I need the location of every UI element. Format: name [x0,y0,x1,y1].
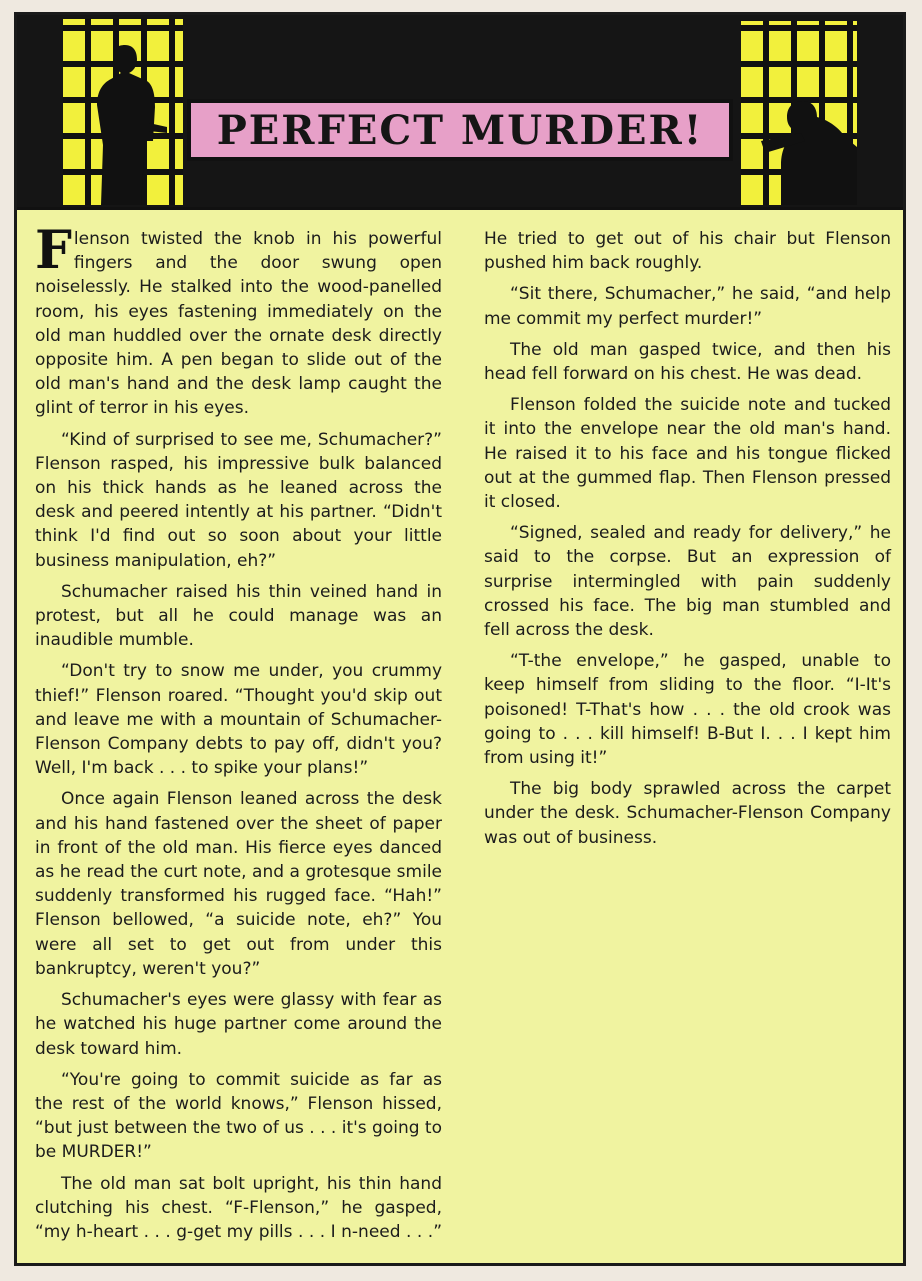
left-window-illustration [63,19,183,205]
story-paragraph: Schumacher raised his thin veined hand in protest, but all he could manage was an inaudible mumble. [35,581,442,651]
story-paragraph-text: lenson twisted the knob in his powerful fingers and the door swung open noiselessly. He stalked into the wood-panelled room, his eyes fastening immediately on the old man huddled over the ornate desk directly opposite him. A pen began to slide out of the old man's hand and the desk lamp caught the glint of terror in his eyes. [35,229,442,419]
story-paragraph: The big body sprawled across the carpet under the desk. Schumacher-Flenson Company was out of business. [484,779,891,848]
man-silhouette-icon [63,19,183,205]
comic-page [14,12,906,1266]
story-paragraph: Flenson folded the suicide note and tucked it into the envelope near the old man's hand. He raised it to his face and his tongue flicked out at the gummed flap. Then Flenson pressed it closed. [484,395,891,513]
story-paragraph: “Kind of surprised to see me, Schumacher?” Flenson rasped, his impressive bulk balanced on his thick hands as he leaned across the desk and peered intently at his partner. “Didn't think I'd find out so soon about your little business manipulation, eh?” [35,429,442,571]
story-paragraph: “Signed, sealed and ready for delivery,” he said to the corpse. But an expression of surprise intermingled with pain suddenly crossed his face. The big man stumbled and fell across the desk. [484,523,891,641]
story-paragraph: Schumacher's eyes were glassy with fear as he watched his huge partner come around the desk toward him. [35,990,442,1059]
story-paragraph: “T-the envelope,” he gasped, unable to keep himself from sliding to the floor. “I-It's poisoned! T-That's how . . . the old crook was going to . . . kill himself! B-But I. . . I kept him from using it!” [484,651,891,769]
title-panel [17,15,903,210]
story-paragraph: “Don't try to snow me under, you crummy thief!” Flenson roared. “Thought you'd skip out and leave me with a mountain of Schumacher-Flenson Company debts to pay off, didn't you? Well, I'm back . . . to spike your plans!” [35,661,442,779]
title-banner [187,99,733,161]
story-paragraph [35,220,442,421]
story-paragraph: Once again Flenson leaned across the desk and his hand fastened over the sheet of paper in front of the old man. His fierce eyes danced as he read the curt note, and a grotesque smile suddenly transformed his rugged face. “Hah!” Flenson bellowed, “a suicide note, eh?” You were all set to get out from under this bankruptcy, weren't you?” [35,789,442,979]
story-text [35,220,891,1257]
drop-cap: F [35,220,72,281]
right-window-illustration [741,21,857,205]
story-paragraph: “Sit there, Schumacher,” he said, “and help me commit my perfect murder!” [484,284,891,329]
story-paragraph: The old man gasped twice, and then his head fell forward on his chest. He was dead. [484,339,891,385]
figure-at-window-icon [741,21,857,205]
page-title: PERFECT MURDER! [216,106,704,154]
story-paragraph: The old man sat bolt upright, his thin hand clutching his chest. “F-Flenson,” he gasped, “my h-heart . . . g-get my pills . . . I n-need . . .” He tried to get out of his chair but Flenson pushed him back roughly. [35,229,891,1242]
story-paragraph: “You're going to commit suicide as far as the rest of the world knows,” Flenson hissed, “but just between the two of us . . . it's going to be MURDER!” [35,1069,442,1163]
